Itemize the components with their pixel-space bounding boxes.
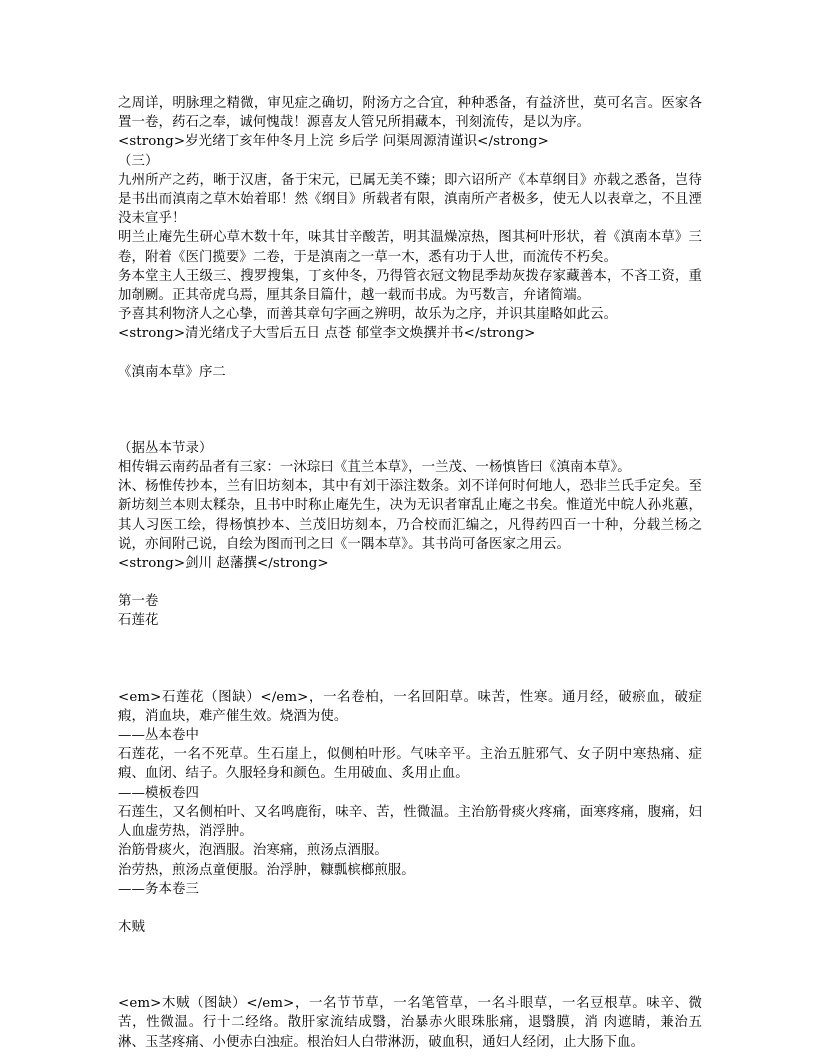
spacer: [118, 899, 702, 918]
preface3-paragraph-3: 务本堂主人王级三、搜罗搜集，丁亥仲冬，乃得管衣冠文物昆季劫灰拨存家藏善本，不吝工资，重加剞劂。正其帝虎乌焉，厘其条目篇什，越一载而书成。为丐数言，弁诸简端。: [118, 268, 702, 304]
herb1-paragraph-3: 石莲生，又名侧柏叶、又名鸣鹿衔，味辛、苦，性微温。主治筋骨痰火疼痛，面寒疼痛，腹痛，妇人血虚劳热，消浮肿。: [118, 804, 702, 840]
herb1-paragraph-5: 治劳热，煎汤点童便服。治浮肿，糠瓢槟榔煎服。: [118, 862, 415, 878]
preface2-signature: <strong>剑川 赵藩撰</strong>: [118, 556, 329, 572]
spacer: [118, 344, 702, 363]
spacer: [118, 573, 702, 592]
preface2-paragraph-1: 相传辑云南药品者有三家：一沐琮曰《苴兰本草》，一兰茂、一杨慎皆曰《滇南本草》。: [118, 460, 631, 476]
preface3-signature: <strong>清光绪戊子大雪后五日 点苍 郁堂李文焕撰并书</strong>: [118, 326, 536, 342]
herb1-source-2: ——模板卷四: [118, 785, 199, 801]
herb1-paragraph-2: 石莲花，一名不死草。生石崖上，似侧柏叶形。气味辛平。主治五脏邪气、女子阴中寒热痛、症瘕、血闭、结子。久服轻身和颜色。生用破血、炙用止血。: [118, 747, 702, 782]
preface3-heading: （三）: [118, 153, 159, 169]
preface1-signature: <strong>岁光绪丁亥年仲冬月上浣 乡后学 问渠周源清谨识</strong>: [118, 134, 549, 150]
herb1-paragraph-4: 治筋骨痰火，泡酒服。治寒痛，煎汤点酒服。: [118, 843, 388, 859]
herb2-paragraph-1: <em>木贼（图缺）</em>，一名节节草，一名笔管草，一名斗眼草，一名豆根草。味辛、微苦，性微温。行十二经络。散肝家流结成翳，治暴赤火眼珠胀痛，退翳膜，消 肉遮睛，兼治五淋、玉茎疼痛、小便赤白浊症。根治妇人白带淋沥，破血积，通妇人经闭，止大肠下血。: [118, 996, 702, 1050]
preface1-paragraph: 之周详，明脉理之精微，审见症之确切，附汤方之合宜，种种悉备，有益济世，莫可名言。医家各置一卷，药石之奉，诚何愧哉！源喜友人管兄所捐藏本，刊刻流传，是以为序。: [118, 96, 702, 131]
preface2-source-note: （据丛本节录）: [118, 440, 213, 456]
herb2-title: 木贼: [118, 919, 145, 935]
preface2-title: 《滇南本草》序二: [118, 364, 226, 380]
spacer: [118, 937, 702, 994]
document-page: [118, 94, 702, 1052]
preface3-paragraph-4: 予喜其利物济人之心挚，而善其章句字画之辨明，故乐为之序，并识其崖略如此云。: [118, 307, 618, 323]
spacer: [118, 382, 702, 439]
spacer: [118, 631, 702, 688]
volume-title: 第一卷: [118, 594, 159, 610]
herb1-paragraph-1: <em>石莲花（图缺）</em>，一名卷柏，一名回阳草。味苦，性寒。通月经，破瘀血，破症瘕，消血块，难产催生效。烧酒为使。: [118, 689, 702, 724]
herb1-title: 石莲花: [118, 613, 159, 629]
preface3-paragraph-2: 明兰止庵先生研心草木数十年，味其甘辛酸苦，明其温燥凉热，图其柯叶形状，着《滇南本草》三卷，附着《医门揽要》二卷，于是滇南之一草一木，悉有功于人世，而流传不朽矣。: [118, 230, 702, 265]
herb1-source-3: ——务本卷三: [118, 881, 199, 897]
herb1-source-1: ——丛本卷中: [118, 728, 199, 744]
preface3-paragraph-1: 九州所产之药，晰于汉唐，备于宋元，已属无美不臻；即六诏所产《本草纲目》亦载之悉备，岂待是书出而滇南之草木始着耶！然《纲目》所载者有限，滇南所产者极多，使无人以表章之，不且湮没未宣乎！: [118, 172, 702, 227]
preface2-paragraph-2: 沐、杨惟传抄本，兰有旧坊刻本，其中有刘干添注数条。刘不详何时何地人，恐非兰氏手定矣。至新坊刻兰本则太糅杂，且书中时称止庵先生，决为无识者窜乱止庵之书矣。惟道光中皖人孙兆蕙，其人习医工绘，得杨慎抄本、兰茂旧坊刻本，乃合校而汇编之，凡得药四百一十种，分载兰杨之说，亦间附己说，自绘为图而刊之曰《一隅本草》。其书尚可备医家之用云。: [118, 479, 702, 552]
